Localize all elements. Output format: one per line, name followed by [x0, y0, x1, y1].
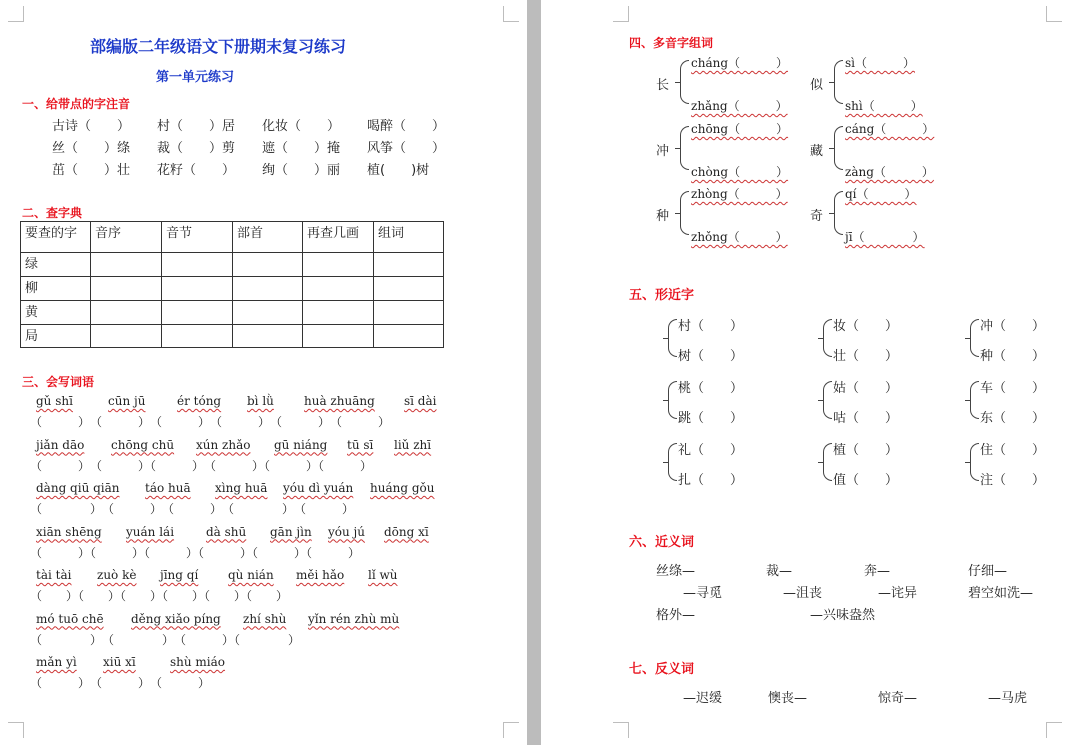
table-cell[interactable]	[303, 301, 374, 325]
table-cell[interactable]	[162, 301, 233, 325]
table-cell[interactable]	[91, 253, 162, 277]
table-cell[interactable]	[374, 301, 444, 325]
pinyin-word: liǔ zhī	[394, 437, 432, 452]
polyphone-reading-bottom[interactable]: jī（ ）	[845, 230, 925, 244]
pinyin-question: 化妆（ ）	[262, 119, 341, 134]
table-cell[interactable]	[303, 253, 374, 277]
table-header-row	[21, 222, 444, 253]
answer-blanks[interactable]: （ ） （ ） （ ） （ ） （ ） （ ）	[30, 415, 391, 429]
polyphone-reading-bottom[interactable]: zhǒng（ ）	[691, 230, 788, 244]
similar-char-top[interactable]: 妆（ ）	[833, 319, 899, 334]
table-header-cell: 要查的字	[21, 222, 91, 253]
synonym-item[interactable]: —兴味盎然	[810, 608, 876, 623]
crop-mark	[613, 722, 629, 738]
similar-char-bottom[interactable]: 树（ ）	[678, 349, 744, 364]
pinyin-question: 裁（ ）剪	[157, 141, 236, 156]
page-gutter	[527, 0, 541, 745]
similar-char-bottom[interactable]: 东（ ）	[980, 411, 1046, 426]
pinyin-word: tài tài	[36, 568, 72, 582]
polyphone-reading-top[interactable]: zhòng（ ）	[691, 187, 788, 201]
similar-char-bottom[interactable]: 咕（ ）	[833, 411, 899, 426]
antonym-item[interactable]: 懊丧—	[768, 691, 808, 706]
polyphone-char: 冲	[656, 144, 670, 159]
answer-blanks[interactable]: （ ） （ ） （ ）	[30, 676, 211, 690]
table-row	[21, 325, 444, 348]
polyphone-reading-bottom[interactable]: zhǎng（ ）	[691, 99, 788, 113]
table-cell[interactable]	[233, 253, 303, 277]
similar-char-top[interactable]: 礼（ ）	[678, 443, 744, 458]
polyphone-reading-bottom[interactable]: shì（ ）	[845, 99, 923, 113]
pinyin-question: 丝（ ）绦	[52, 141, 131, 156]
pinyin-word: děng xiǎo píng	[131, 611, 221, 626]
table-cell[interactable]	[233, 325, 303, 348]
brace-symbol	[680, 191, 689, 235]
pinyin-question: 植( )树	[367, 163, 430, 178]
answer-blanks[interactable]: （ ） （ ） （ ） （ ） （ ）	[30, 502, 355, 516]
table-cell[interactable]	[162, 277, 233, 301]
section-heading-dictionary: 二、查字典	[22, 206, 83, 220]
pinyin-word: shù miáo	[170, 655, 226, 669]
similar-char-top[interactable]: 姑（ ）	[833, 381, 899, 396]
similar-char-bottom[interactable]: 种（ ）	[980, 349, 1046, 364]
document-page-right	[541, 0, 1080, 745]
pinyin-question: 花籽（ ）	[157, 163, 236, 178]
pinyin-word: dōng xī	[384, 524, 429, 539]
polyphone-char: 长	[656, 78, 670, 93]
brace-symbol	[834, 191, 843, 235]
answer-blanks[interactable]: （ ） （ ）（ ） （ ）（ ）（ ）	[30, 458, 373, 473]
table-row	[21, 277, 444, 301]
polyphone-char: 似	[810, 78, 824, 93]
brace-symbol	[834, 126, 843, 170]
document-page-left	[0, 0, 527, 745]
section-heading-similar-chars: 五、形近字	[629, 288, 695, 303]
crop-mark	[503, 722, 519, 738]
polyphone-char: 种	[656, 209, 670, 224]
pinyin-question: 村（ ）居	[157, 119, 236, 134]
antonym-item[interactable]: 惊奇—	[878, 691, 918, 706]
pinyin-word: jiǎn dāo	[36, 437, 85, 452]
synonym-item[interactable]: 仔细—	[968, 564, 1008, 579]
answer-blanks[interactable]: （ ） （ ） （ ）（ ）	[30, 632, 301, 647]
similar-char-top[interactable]: 冲（ ）	[980, 319, 1046, 334]
table-header-cell: 音序	[91, 222, 162, 253]
similar-char-top[interactable]: 车（ ）	[980, 381, 1046, 396]
table-header-cell: 部首	[233, 222, 303, 253]
brace-symbol	[970, 319, 979, 357]
pinyin-word: mó tuō chē	[36, 611, 104, 626]
crop-mark	[1046, 722, 1062, 738]
pinyin-word: cūn jū	[108, 394, 146, 408]
table-cell-char: 局	[21, 325, 91, 348]
polyphone-char: 奇	[810, 209, 824, 224]
similar-char-bottom[interactable]: 注（ ）	[980, 473, 1046, 488]
polyphone-reading-bottom[interactable]: zàng（ ）	[845, 165, 934, 179]
synonym-item[interactable]: 格外—	[656, 608, 696, 623]
similar-char-top[interactable]: 村（ ）	[678, 319, 744, 334]
similar-char-top[interactable]: 植（ ）	[833, 443, 899, 458]
pinyin-word: huà zhuāng	[304, 394, 375, 408]
pinyin-word: gǔ shī	[36, 394, 73, 408]
pinyin-word: tū sī	[347, 437, 374, 452]
pinyin-word: bì lǜ	[247, 394, 274, 408]
document-title: 部编版二年级语文下册期末复习练习	[90, 37, 347, 56]
brace-symbol	[823, 443, 832, 481]
answer-blanks[interactable]: （ ）（ ）（ ）（ ）（ ）（ ）	[30, 545, 361, 560]
synonym-item[interactable]: 丝绦—	[656, 564, 696, 579]
polyphone-reading-top[interactable]: cháng（ ）	[691, 56, 789, 70]
brace-symbol	[970, 443, 979, 481]
polyphone-reading-top[interactable]: chōng（ ）	[691, 122, 789, 136]
table-cell-char: 黄	[21, 301, 91, 325]
table-cell[interactable]	[91, 277, 162, 301]
pinyin-word: xún zhǎo	[196, 437, 251, 452]
synonym-item[interactable]: 裁—	[766, 564, 793, 579]
table-cell[interactable]	[303, 325, 374, 348]
pinyin-word: sī dài	[404, 394, 437, 408]
pinyin-question: 茁（ ）壮	[52, 163, 131, 178]
table-cell[interactable]	[303, 277, 374, 301]
polyphone-reading-top[interactable]: sì（ ）	[845, 56, 915, 70]
unit-subtitle: 第一单元练习	[156, 70, 235, 85]
pinyin-word: qù nián	[228, 568, 274, 582]
table-row	[21, 253, 444, 277]
pinyin-question: 绚（ ）丽	[262, 163, 341, 178]
pinyin-word: xiān shēng	[36, 524, 102, 539]
crop-mark	[503, 6, 519, 22]
table-cell[interactable]	[162, 253, 233, 277]
polyphone-reading-top[interactable]: cáng（ ）	[845, 122, 935, 136]
pinyin-word: ér tóng	[177, 394, 222, 408]
section-heading-synonyms: 六、近义词	[629, 535, 695, 550]
table-cell[interactable]	[91, 325, 162, 348]
section-heading-write-words: 三、会写词语	[22, 375, 95, 389]
pinyin-word: zhí shù	[243, 611, 287, 626]
polyphone-reading-bottom[interactable]: chòng（ ）	[691, 165, 789, 179]
pinyin-word: yóu jú	[328, 524, 365, 539]
pinyin-word: gū niáng	[274, 437, 328, 452]
crop-mark	[8, 6, 24, 22]
pinyin-question: 遮（ ）掩	[262, 141, 341, 156]
table-cell-char: 绿	[21, 253, 91, 277]
synonym-item[interactable]: 碧空如洗—	[968, 586, 1034, 601]
similar-char-bottom[interactable]: 扎（ ）	[678, 473, 744, 488]
section-heading-antonyms: 七、反义词	[629, 662, 695, 677]
polyphone-reading-top[interactable]: qí（ ）	[845, 187, 917, 201]
pinyin-word: yuán lái	[126, 524, 175, 539]
synonym-item[interactable]: —寻觅	[683, 586, 723, 601]
section-heading-polyphone: 四、多音字组词	[629, 36, 714, 50]
antonym-item[interactable]: —迟缓	[683, 691, 723, 706]
crop-mark	[1046, 6, 1062, 22]
table-header-cell: 组词	[374, 222, 444, 253]
pinyin-word: zuò kè	[97, 568, 137, 582]
brace-symbol	[668, 443, 677, 481]
pinyin-word: dàng qiū qiān	[36, 481, 120, 495]
pinyin-word: gān jìn	[270, 524, 312, 539]
similar-char-top[interactable]: 桃（ ）	[678, 381, 744, 396]
pinyin-word: táo huā	[145, 481, 191, 495]
pinyin-word: jīng qí	[160, 568, 199, 582]
similar-char-bottom[interactable]: 壮（ ）	[833, 349, 899, 364]
pinyin-word: chōng chū	[111, 437, 175, 452]
pinyin-word: lǐ wù	[368, 568, 398, 582]
polyphone-char: 藏	[810, 144, 824, 159]
crop-mark	[8, 722, 24, 738]
section-heading-pinyin: 一、给带点的字注音	[22, 97, 131, 111]
brace-symbol	[680, 126, 689, 170]
pinyin-question: 风筝（ ）	[367, 141, 446, 156]
similar-char-bottom[interactable]: 跳（ ）	[678, 411, 744, 426]
synonym-item[interactable]: 奔—	[864, 564, 891, 579]
table-cell[interactable]	[233, 277, 303, 301]
similar-char-bottom[interactable]: 值（ ）	[833, 473, 899, 488]
pinyin-word: yóu dì yuán	[283, 481, 354, 495]
brace-symbol	[668, 381, 677, 419]
table-row	[21, 301, 444, 325]
synonym-item[interactable]: —沮丧	[783, 586, 823, 601]
antonym-item[interactable]: —马虎	[988, 691, 1028, 706]
pinyin-word: měi hǎo	[296, 568, 345, 582]
brace-symbol	[834, 60, 843, 104]
pinyin-question: 喝醉（ ）	[367, 119, 446, 134]
table-header-cell: 音节	[162, 222, 233, 253]
brace-symbol	[668, 319, 677, 357]
pinyin-word: mǎn yì	[36, 655, 77, 669]
dictionary-table	[20, 221, 444, 348]
brace-symbol	[680, 60, 689, 104]
pinyin-question: 古诗（ ）	[52, 119, 131, 134]
pinyin-word: yǐn rén zhù mù	[308, 611, 400, 626]
pinyin-word: xìng huā	[215, 481, 268, 495]
brace-symbol	[823, 319, 832, 357]
similar-char-top[interactable]: 住（ ）	[980, 443, 1046, 458]
table-cell[interactable]	[374, 253, 444, 277]
crop-mark	[613, 6, 629, 22]
synonym-item[interactable]: —诧异	[878, 586, 918, 601]
brace-symbol	[970, 381, 979, 419]
pinyin-word: dà shū	[206, 524, 247, 539]
table-header-cell: 再查几画	[303, 222, 374, 253]
answer-blanks[interactable]: （ ）（ ）（ ）（ ）（ ）（ ）	[30, 589, 289, 603]
pinyin-word: xiū xī	[103, 655, 136, 669]
brace-symbol	[823, 381, 832, 419]
pinyin-word: huáng gǒu	[370, 481, 435, 495]
table-cell[interactable]	[374, 277, 444, 301]
table-cell[interactable]	[162, 325, 233, 348]
table-cell[interactable]	[233, 301, 303, 325]
table-cell[interactable]	[91, 301, 162, 325]
table-cell[interactable]	[374, 325, 444, 348]
table-cell-char: 柳	[21, 277, 91, 301]
